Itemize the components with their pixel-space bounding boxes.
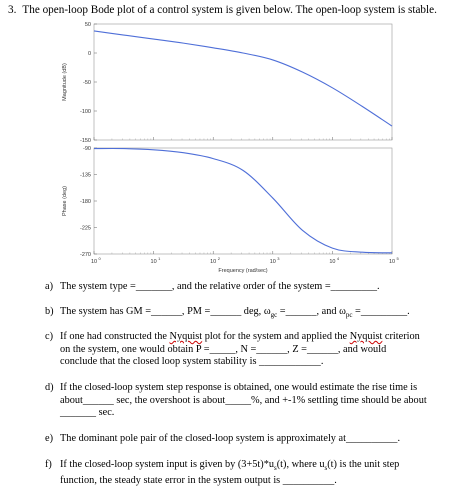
part-d-line1: If the closed-loop system step response is obtained, one would estimate the rise time is [60, 382, 418, 393]
phase-ytick-label: -270 [79, 252, 91, 258]
phase-xtick-exponent: 0 [98, 256, 101, 261]
part-f-label: f) [45, 459, 52, 470]
mag-ytick-label: 50 [84, 22, 91, 28]
part-c-line3: conclude that the closed loop system stability is ____________. [60, 356, 324, 368]
phase-xtick-exponent: 5 [396, 256, 399, 261]
part-d-label: d) [45, 382, 54, 393]
magnitude-panel [62, 22, 392, 144]
part-f-post: (t) is the unit step [327, 459, 400, 470]
mag-ytick-label: 0 [87, 51, 91, 57]
part-c-line2: on the system, one would obtain P =_____, N =______, Z =______, and would [60, 343, 387, 355]
mag-axes-frame [94, 24, 392, 140]
part-b [45, 306, 410, 322]
mag-series-line [94, 31, 392, 126]
phase-xtick-exponent: 4 [336, 256, 340, 261]
part-f [45, 459, 399, 487]
part-a-text: The system type =_______, and the relative order of the system =_________. [60, 281, 380, 292]
part-b-end: =_________. [352, 306, 410, 317]
phase-ytick-label: -225 [79, 225, 91, 232]
part-c-label: c) [45, 331, 53, 342]
mag-ylabel: Magnitude (dB) [62, 63, 68, 101]
part-c-post: criterion [382, 331, 420, 342]
part-f-line1: If the closed-loop system input is given by (3+5t)*u [60, 459, 275, 470]
part-c-mid: plot for the system and applied the [202, 331, 350, 342]
phase-ytick-label: -135 [79, 172, 91, 179]
phase-xtick-exponent: 2 [217, 256, 220, 261]
part-e-text: The dominant pole pair of the closed-loop system is approximately at__________. [60, 433, 401, 444]
mag-ytick-label: -150 [79, 138, 91, 144]
part-c-nyquist-2: Nyquist [349, 331, 383, 342]
question-number: 3. [8, 4, 17, 16]
part-c-nyquist-1: Nyquist [169, 331, 203, 342]
part-d-line3: _______ sec. [60, 407, 115, 419]
part-b-label: b) [45, 306, 54, 317]
mag-ytick-label: -50 [83, 80, 91, 86]
part-b-mid: =______, and ω [277, 306, 346, 317]
part-f-line2: function, the steady state error in the system output is __________. [60, 474, 337, 486]
part-f-sub-2: s [324, 464, 328, 473]
part-f-sub-1: s [274, 464, 277, 473]
part-b-sub-gc: gc [270, 311, 278, 320]
phase-xlabel: Frequency (rad/sec) [218, 268, 268, 274]
phase-xtick-label: 10 [210, 259, 217, 265]
phase-xtick-label: 10 [388, 259, 396, 265]
part-e [45, 433, 400, 446]
part-a [45, 281, 380, 294]
question-text: The open-loop Bode plot of a control system is given below. The open-loop system is stable. [22, 4, 437, 16]
phase-xtick-label: 10 [150, 259, 157, 265]
phase-xtick-label: 10 [269, 259, 276, 265]
part-a-label: a) [45, 281, 53, 292]
part-c-pre: If one had constructed the [60, 331, 170, 342]
part-c [45, 331, 420, 369]
phase-xtick-label: 10 [90, 259, 98, 265]
phase-xtick-exponent: 1 [158, 256, 161, 261]
part-b-text: The system has GM =______, PM =______ deg, ω [60, 306, 271, 317]
phase-axes-frame [94, 148, 392, 254]
phase-ytick-label: -90 [83, 146, 91, 152]
part-e-label: e) [45, 433, 53, 444]
phase-ylabel: Phase (deg) [62, 186, 68, 216]
phase-xtick-exponent: 3 [277, 256, 280, 261]
part-f-mid: (t), where u [276, 459, 325, 470]
phase-panel [62, 146, 400, 274]
part-d-line2: about______ sec, the overshoot is about_____%, and +-1% settling time should be about [60, 394, 427, 406]
phase-series-line [94, 149, 392, 253]
part-d [45, 382, 427, 420]
mag-ytick-label: -100 [79, 109, 91, 115]
phase-ytick-label: -180 [79, 199, 91, 205]
part-b-sub-pc: pc [345, 311, 353, 320]
phase-xtick-label: 10 [329, 259, 336, 265]
